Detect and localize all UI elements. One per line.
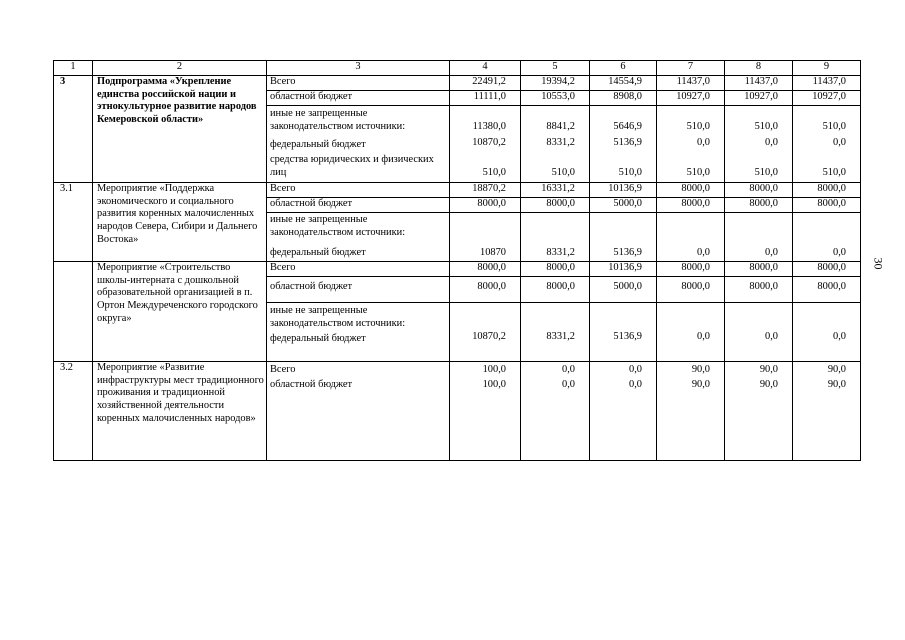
value-cell [657,213,724,247]
header-cell: 6 [590,61,657,76]
header-cell: 3 [267,61,450,76]
value-cell [725,303,792,331]
header-cell: 1 [54,61,93,76]
value-cell: 8000,0 [521,277,589,303]
source-label: областной бюджет [267,198,449,213]
header-cell: 7 [657,61,725,76]
value-cell: 5136,9 [613,247,642,258]
value-cell: 14554,9 [590,76,656,91]
value-column [450,262,521,362]
value-cell: 8000,0 [725,277,792,303]
row-number: 3 [54,76,93,183]
value-cell [793,213,860,247]
funding-sources [267,262,450,362]
value-cell: 8841,2 [546,121,575,132]
value-cell [657,303,724,331]
value-cell: 16331,2 [521,183,589,198]
value-cell: 8331,2 [546,247,575,258]
source-label: иные не запрещенные законодательством источники: [270,108,406,132]
value-column [450,362,521,461]
value-cell: 10136,9 [590,262,656,277]
value-cell: 8908,0 [590,91,656,106]
value-cell: 8000,0 [793,198,860,213]
program-name: Мероприятие «Поддержка экономического и социального развития коренных малочисленных народов Севера, Сибири и Дальнего Востока» [93,183,267,262]
value-cell: 8331,2 [546,137,575,148]
funding-sources [267,362,450,461]
value-cell: 8000,0 [450,198,520,213]
value-column [657,262,725,362]
value-cell: 510,0 [686,121,710,132]
value-column [590,183,657,262]
source-label: иные не запрещенные законодательством источники: [270,305,406,329]
value-cell: 10870 [480,247,506,258]
header-cell: 2 [93,61,267,76]
value-cell: 0,0 [833,331,846,342]
value-cell: 11437,0 [657,76,724,91]
value-cell: 8000,0 [521,198,589,213]
value-cell: 510,0 [822,121,846,132]
value-cell: 10927,0 [793,91,860,106]
value-column [521,262,590,362]
value-cell: 19394,2 [521,76,589,91]
value-cell: 5000,0 [590,198,656,213]
value-cell: 11380,0 [472,121,506,132]
value-cell: 510,0 [482,167,506,179]
value-cell [450,303,520,331]
source-label: иные не запрещенные законодательством источники: [270,214,406,238]
source-label: федеральный бюджет [270,333,366,344]
source-label: Всего [267,76,449,91]
value-cell: 90,0 [691,364,710,375]
value-cell: 510,0 [686,167,710,179]
header-cell: 8 [725,61,793,76]
row-number: 3.2 [54,362,93,461]
value-cell: 0,0 [697,137,710,148]
value-cell: 0,0 [833,137,846,148]
value-cell: 8000,0 [725,183,792,198]
value-cell: 8000,0 [450,277,520,303]
value-column [657,362,725,461]
value-cell: 5136,9 [613,331,642,342]
budget-table [53,60,861,461]
value-cell: 0,0 [833,247,846,258]
program-name: Мероприятие «Развитие инфраструктуры мест традиционного проживания и традиционной хозяйственной деятельности коренных малочисленных народов» [93,362,267,461]
value-cell: 90,0 [759,364,778,375]
value-column [793,362,861,461]
value-cell: 90,0 [827,364,846,375]
program-name: Подпрограмма «Укрепление единства российской нации и этнокультурное развитие народов Кемеровской области» [93,76,267,183]
value-cell: 8331,2 [546,331,575,342]
value-cell: 5136,9 [613,137,642,148]
value-cell: 10553,0 [521,91,589,106]
source-label: федеральный бюджет [270,247,366,258]
value-cell: 0,0 [629,364,642,375]
value-cell: 0,0 [562,364,575,375]
value-column [725,262,793,362]
value-cell: 510,0 [822,167,846,179]
table-row [54,362,861,461]
value-cell: 0,0 [697,331,710,342]
value-cell: 90,0 [827,379,846,390]
header-cell: 4 [450,61,521,76]
value-cell: 22491,2 [450,76,520,91]
source-label: средства юридических и физических лиц [270,154,434,178]
value-cell [450,213,520,247]
value-cell: 0,0 [562,379,575,390]
value-cell: 0,0 [697,247,710,258]
value-cell: 90,0 [759,379,778,390]
source-label: областной бюджет [270,379,353,390]
source-label: федеральный бюджет [270,139,366,150]
row-number: 3.1 [54,183,93,262]
value-cell: 5646,9 [613,121,642,132]
value-cell: 10927,0 [725,91,792,106]
value-cell [521,303,589,331]
value-cell: 510,0 [618,167,642,179]
value-cell: 510,0 [551,167,575,179]
value-cell [793,303,860,331]
value-cell: 11437,0 [793,76,860,91]
value-cell: 8000,0 [793,277,860,303]
value-cell: 8000,0 [793,183,860,198]
value-cell [590,213,656,247]
value-cell: 10870,2 [472,137,506,148]
value-cell: 8000,0 [657,262,724,277]
value-cell: 8000,0 [657,198,724,213]
value-column [590,362,657,461]
source-label: Всего [267,183,449,198]
value-cell: 90,0 [691,379,710,390]
value-cell: 8000,0 [657,277,724,303]
value-cell: 510,0 [754,167,778,179]
value-cell [725,213,792,247]
value-cell: 11111,0 [450,91,520,106]
header-cell: 5 [521,61,590,76]
source-label: Всего [267,262,449,277]
value-cell: 10136,9 [590,183,656,198]
value-cell: 8000,0 [793,262,860,277]
page-number: 30 [871,257,886,270]
value-cell [521,213,589,247]
funding-sources [267,76,450,183]
value-cell: 0,0 [629,379,642,390]
value-cell: 11437,0 [725,76,792,91]
source-label: областной бюджет [267,277,449,303]
value-cell: 0,0 [765,247,778,258]
value-column [793,76,861,183]
value-column [521,76,590,183]
value-column [725,362,793,461]
source-label: областной бюджет [267,91,449,106]
value-column [793,183,861,262]
value-cell: 10870,2 [472,331,506,342]
value-column [657,183,725,262]
value-column [725,183,793,262]
value-cell: 8000,0 [725,262,792,277]
value-column [590,262,657,362]
value-cell: 18870,2 [450,183,520,198]
value-cell: 100,0 [482,379,506,390]
value-cell: 100,0 [482,364,506,375]
program-name: Мероприятие «Строительство школы-интерната с дошкольной образовательной организацией в п. Ортон Междуреченского городского округа» [93,262,267,362]
value-cell: 5000,0 [590,277,656,303]
table-header-row [54,61,861,76]
value-column [725,76,793,183]
value-cell: 10927,0 [657,91,724,106]
table-row [54,262,861,362]
value-column [521,362,590,461]
value-cell: 8000,0 [657,183,724,198]
row-number [54,262,93,362]
header-cell: 9 [793,61,861,76]
source-label: Всего [270,364,296,375]
value-cell [590,303,656,331]
value-cell: 0,0 [765,137,778,148]
value-cell: 8000,0 [521,262,589,277]
table-row [54,183,861,262]
value-column [657,76,725,183]
value-column [450,76,521,183]
value-column [450,183,521,262]
value-column [521,183,590,262]
value-cell: 8000,0 [450,262,520,277]
value-cell: 8000,0 [725,198,792,213]
value-cell: 0,0 [765,331,778,342]
value-column [590,76,657,183]
table-row [54,76,861,183]
value-column [793,262,861,362]
value-cell: 510,0 [754,121,778,132]
funding-sources [267,183,450,262]
